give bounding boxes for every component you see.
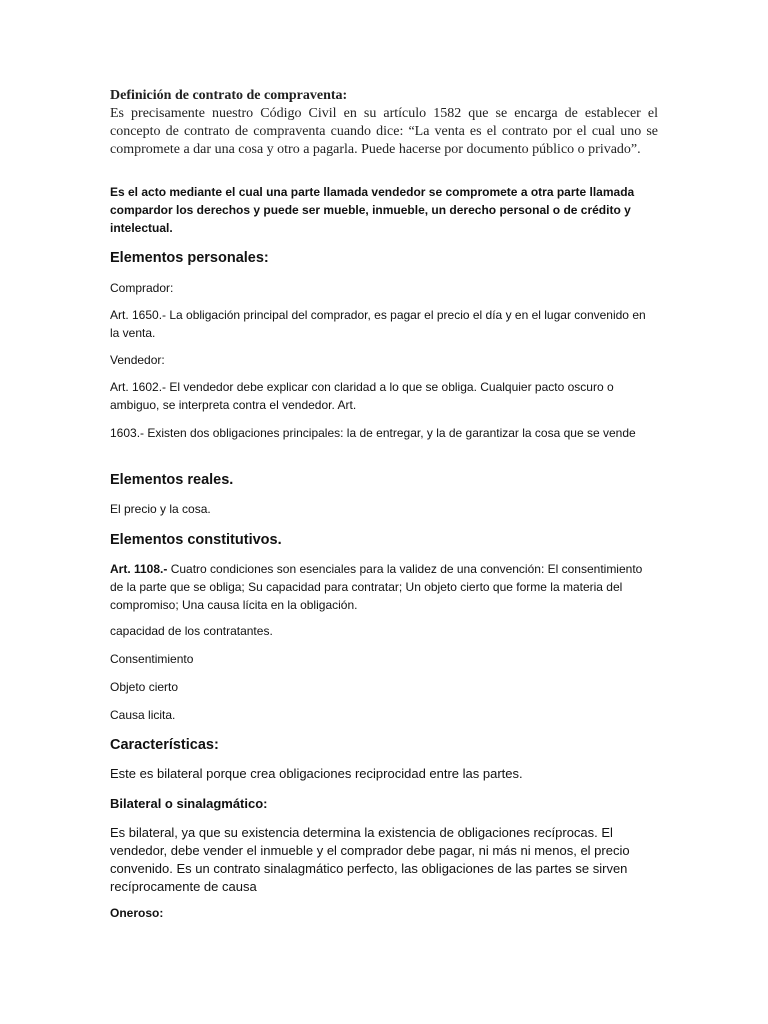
constitutivos-article: [110, 560, 658, 614]
constitutivo-item-capacidad: capacidad de los contratantes.: [110, 624, 273, 638]
heading-elementos-personales: Elementos personales:: [110, 250, 269, 266]
constitutivo-item-causa: Causa licita.: [110, 708, 176, 722]
heading-elementos-constitutivos: Elementos constitutivos.: [110, 532, 282, 548]
definition-paragraph: Es el acto mediante el cual una parte llamada vendedor se compromete a otra parte llamada compardor los derechos y puede ser mueble, inmueble, un derecho personal o de crédito y intelectual.: [110, 185, 635, 235]
heading-oneroso: Oneroso:: [110, 906, 164, 920]
reales-text: El precio y la cosa.: [110, 502, 211, 516]
comprador-label: Comprador:: [110, 281, 174, 295]
constitutivo-item-consentimiento: Consentimiento: [110, 652, 194, 666]
bilateral-paragraph: Es bilateral, ya que su existencia determina la existencia de obligaciones recíprocas. El vendedor, debe vender el inmueble y el comprador debe pagar, ni más ni menos, el precio convenido. Es un contrato sinalagmático perfecto, las obligaciones de las partes se sirven recíprocamente de causa: [110, 825, 630, 894]
constitutivo-item-objeto: Objeto cierto: [110, 680, 179, 694]
comprador-article: Art. 1650.- La obligación principal del comprador, es pagar el precio el día y en el lugar convenido en la venta.: [110, 308, 646, 340]
article-1108-text: Cuatro condiciones son esenciales para la validez de una convención: El consentimiento de la parte que se obliga; Su capacidad para contratar; Un objeto cierto que forme la materia del compromiso; Una causa lícita en la obligación.: [110, 562, 643, 612]
heading-caracteristicas: Características:: [110, 737, 219, 753]
vendedor-article: Art. 1602.- El vendedor debe explicar con claridad a lo que se obliga. Cualquier pacto oscuro o ambiguo, se interpreta contra el vendedor. Art.: [110, 380, 614, 412]
document-title: Definición de contrato de compraventa:: [110, 88, 348, 103]
vendedor-article-1603: 1603.- Existen dos obligaciones principales: la de entregar, y la de garantizar la cosa que se vende: [110, 426, 636, 440]
heading-bilateral: Bilateral o sinalagmático:: [110, 796, 268, 811]
caracteristicas-text: Este es bilateral porque crea obligaciones reciprocidad entre las partes.: [110, 766, 523, 781]
intro-paragraph: Es precisamente nuestro Código Civil en su artículo 1582 que se encarga de establecer el concepto de contrato de compraventa cuando dice: “La venta es el contrato por el cual uno se compromete a dar una cosa y otro a pagarla. Puede hacerse por documento público o privado”.: [110, 106, 658, 157]
vendedor-label: Vendedor:: [110, 353, 165, 367]
article-1108-label: Art. 1108.-: [110, 562, 168, 576]
heading-elementos-reales: Elementos reales.: [110, 472, 234, 488]
